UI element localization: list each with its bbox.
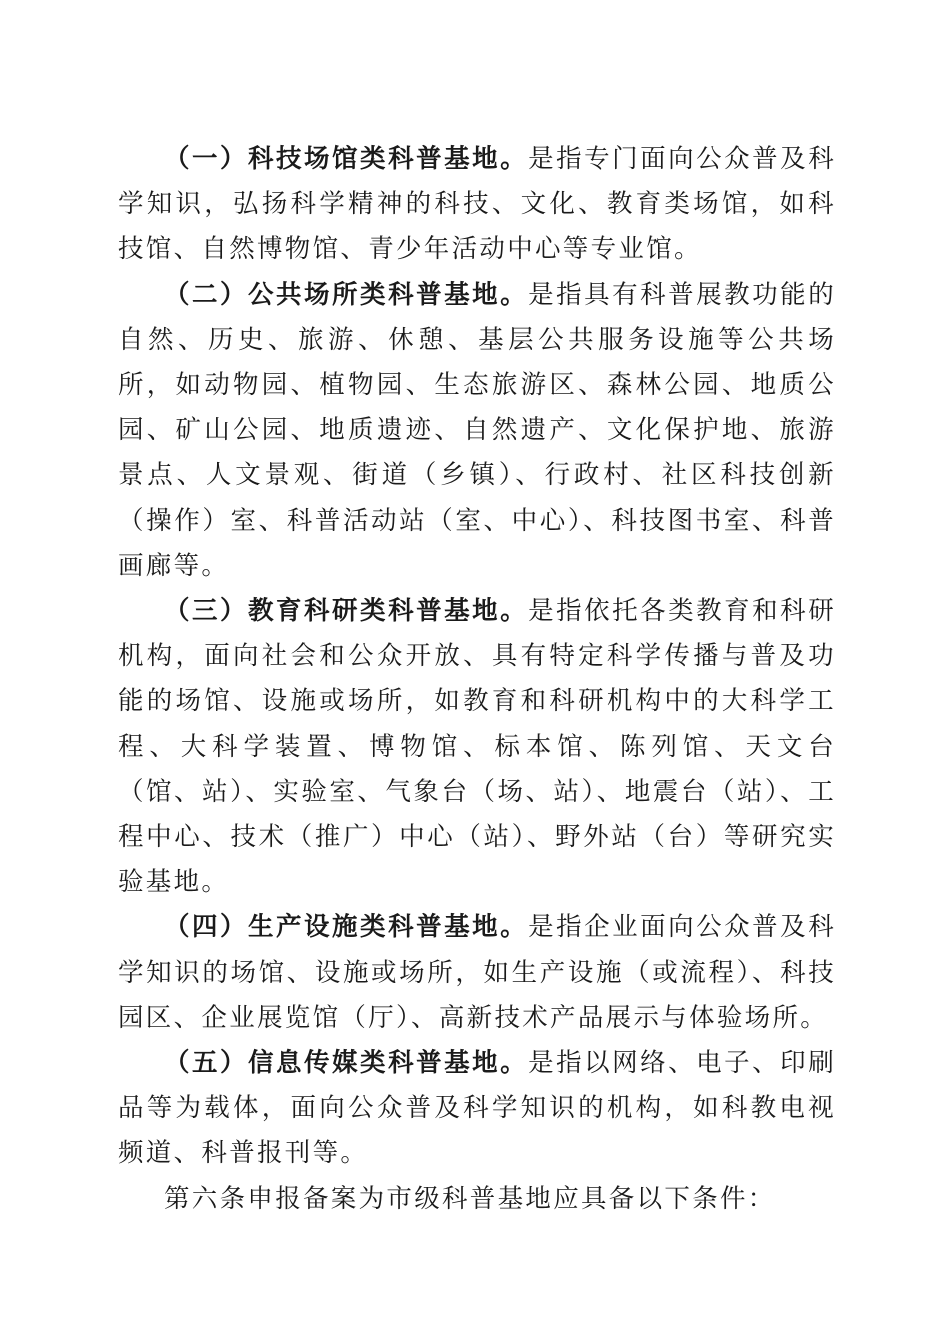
paragraph-heading: （五）信息传媒类科普基地。 <box>164 1048 529 1079</box>
paragraph-body: 是指专门面向公众普及科学知识，弘扬科学精神的科技、文化、教育类场馆，如科技馆、自然博物馆、青少年活动中心等专业馆。 <box>118 144 836 265</box>
paragraph-body: 是指具有科普展教功能的自然、历史、旅游、休憩、基层公共服务设施等公共场所，如动物园、植物园、生态旅游区、森林公园、地质公园、矿山公园、地质遗迹、自然遗产、文化保护地、旅游景点、人文景观、街道（乡镇）、行政村、社区科技创新（操作）室、科普活动站（室、中心）、科技图书室、科普画廊等。 <box>118 279 836 581</box>
paragraph-1 <box>118 137 836 273</box>
paragraph-body: 是指依托各类教育和科研机构，面向社会和公众开放、具有特定科学传播与普及功能的场馆、设施或场所，如教育和科研机构中的大科学工程、大科学装置、博物馆、标本馆、陈列馆、天文台（馆、站）、实验室、气象台（场、站）、地震台（站）、工程中心、技术（推广）中心（站）、野外站（台）等研究实验基地。 <box>118 596 836 898</box>
paragraph-body: 是指企业面向公众普及科学知识的场馆、设施或场所，如生产设施（或流程）、科技园区、企业展览馆（厅）、高新技术产品展示与体验场所。 <box>118 912 836 1033</box>
paragraph-heading: （二）公共场所类科普基地。 <box>164 279 529 310</box>
article-six-clause: 第六条申报备案为市级科普基地应具备以下条件： <box>164 1183 776 1214</box>
paragraph-heading: （三）教育科研类科普基地。 <box>164 596 529 627</box>
paragraph-heading: （四）生产设施类科普基地。 <box>164 912 529 943</box>
paragraph-5 <box>118 1041 836 1177</box>
paragraph-2 <box>118 273 836 589</box>
paragraph-heading: （一）科技场馆类科普基地。 <box>164 144 529 174</box>
paragraph-3 <box>118 589 836 905</box>
paragraph-4 <box>118 905 836 1041</box>
document-page <box>118 137 836 1222</box>
paragraph-body: 是指以网络、电子、印刷品等为载体，面向公众普及科学知识的机构，如科教电视频道、科普报刊等。 <box>118 1048 836 1169</box>
